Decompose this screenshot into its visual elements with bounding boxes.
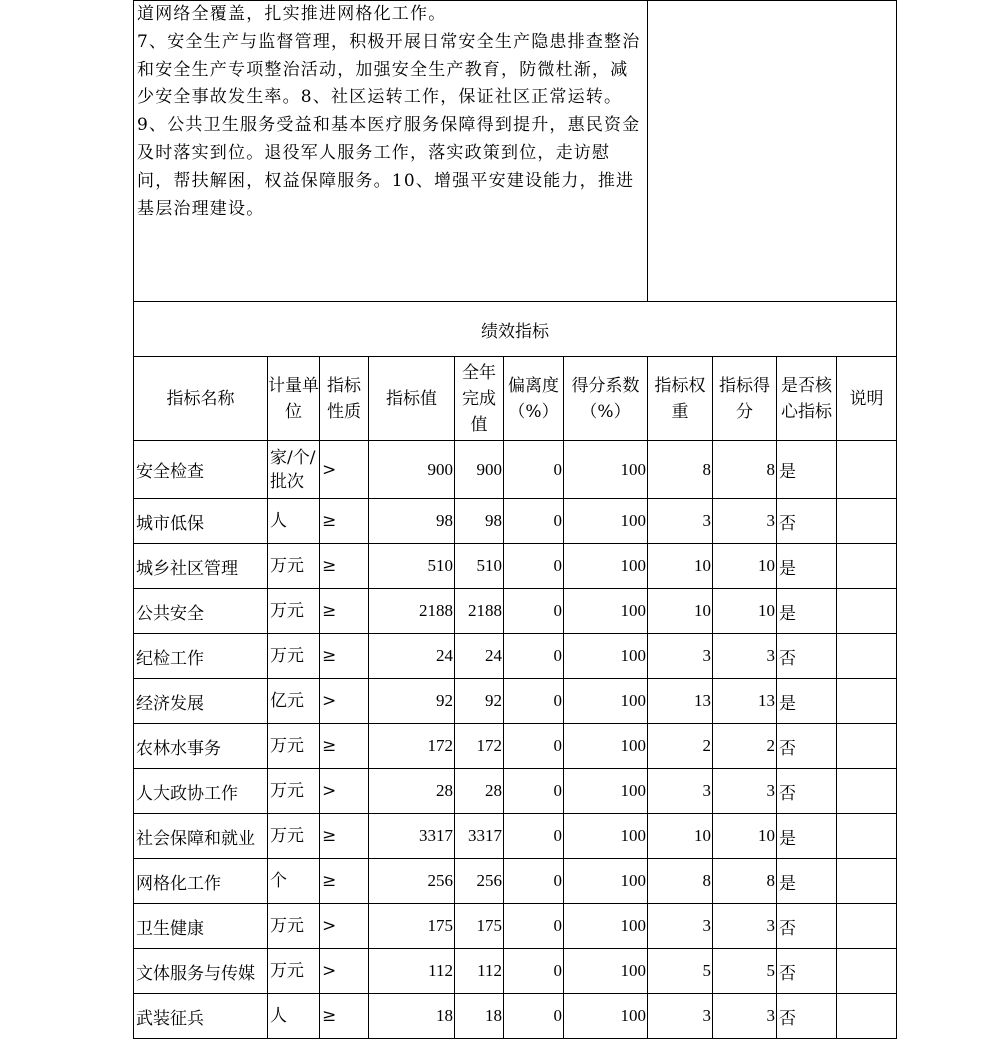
cell-note [837, 859, 897, 904]
cell-note [837, 499, 897, 544]
cell-weight: 13 [648, 679, 713, 724]
cell-deviation: 0 [504, 441, 564, 499]
header-row [134, 357, 897, 441]
cell-score: 10 [713, 814, 777, 859]
section-title: 绩效指标 [134, 302, 897, 357]
cell-core: 否 [777, 904, 837, 949]
cell-score: 2 [713, 724, 777, 769]
cell-name: 经济发展 [134, 679, 268, 724]
table-row [134, 859, 897, 904]
cell-target: 256 [369, 859, 455, 904]
cell-unit: 人 [268, 499, 320, 544]
cell-weight: 3 [648, 994, 713, 1039]
cell-name: 安全检查 [134, 441, 268, 499]
cell-weight: 10 [648, 589, 713, 634]
cell-note [837, 724, 897, 769]
cell-deviation: 0 [504, 724, 564, 769]
performance-table [133, 0, 897, 1039]
cell-unit: 个 [268, 859, 320, 904]
cell-coef: 100 [564, 499, 648, 544]
cell-nature: > [320, 441, 369, 499]
cell-coef: 100 [564, 814, 648, 859]
header-nature: 指标性质 [320, 357, 369, 441]
cell-actual: 2188 [455, 589, 504, 634]
cell-target: 172 [369, 724, 455, 769]
cell-weight: 3 [648, 769, 713, 814]
cell-actual: 510 [455, 544, 504, 589]
table-row [134, 904, 897, 949]
cell-weight: 8 [648, 441, 713, 499]
table-row [134, 441, 897, 499]
cell-name: 社会保障和就业 [134, 814, 268, 859]
cell-coef: 100 [564, 441, 648, 499]
cell-coef: 100 [564, 949, 648, 994]
cell-unit: 亿元 [268, 679, 320, 724]
cell-name: 网格化工作 [134, 859, 268, 904]
cell-coef: 100 [564, 859, 648, 904]
intro-text: 道网络全覆盖，扎实推进网格化工作。 7、安全生产与监督管理，积极开展日常安全生产隐患排查整治和安全生产专项整治活动，加强安全生产教育，防微杜渐，减少安全事故发生率。8、社区运转工作，保证社区正常运转。9、公共卫生服务受益和基本医疗服务保障得到提升，惠民资金及时落实到位。退役军人服务工作，落实政策到位，走访慰问，帮扶解困，权益保障服务。10、增强平安建设能力，推进基层治理建设。 [134, 1, 648, 302]
cell-unit: 万元 [268, 769, 320, 814]
cell-coef: 100 [564, 994, 648, 1039]
cell-actual: 98 [455, 499, 504, 544]
cell-target: 510 [369, 544, 455, 589]
header-coef: 得分系数（%） [564, 357, 648, 441]
cell-actual: 256 [455, 859, 504, 904]
cell-weight: 8 [648, 859, 713, 904]
header-target: 指标值 [369, 357, 455, 441]
cell-deviation: 0 [504, 949, 564, 994]
cell-nature: > [320, 904, 369, 949]
table-row [134, 769, 897, 814]
cell-note [837, 949, 897, 994]
cell-coef: 100 [564, 589, 648, 634]
cell-unit: 万元 [268, 634, 320, 679]
cell-core: 是 [777, 814, 837, 859]
cell-deviation: 0 [504, 994, 564, 1039]
cell-nature: ≥ [320, 724, 369, 769]
cell-unit: 万元 [268, 589, 320, 634]
cell-coef: 100 [564, 724, 648, 769]
cell-nature: ≥ [320, 814, 369, 859]
cell-score: 10 [713, 544, 777, 589]
cell-name: 文体服务与传媒 [134, 949, 268, 994]
cell-coef: 100 [564, 769, 648, 814]
cell-weight: 3 [648, 499, 713, 544]
header-core: 是否核心指标 [777, 357, 837, 441]
cell-nature: > [320, 949, 369, 994]
cell-weight: 5 [648, 949, 713, 994]
cell-score: 3 [713, 634, 777, 679]
cell-nature: > [320, 769, 369, 814]
table-row [134, 949, 897, 994]
table-row [134, 499, 897, 544]
cell-score: 10 [713, 589, 777, 634]
header-actual: 全年完成值 [455, 357, 504, 441]
header-score: 指标得分 [713, 357, 777, 441]
cell-nature: ≥ [320, 499, 369, 544]
cell-actual: 900 [455, 441, 504, 499]
cell-note [837, 544, 897, 589]
cell-name: 武装征兵 [134, 994, 268, 1039]
table-row [134, 589, 897, 634]
cell-core: 是 [777, 589, 837, 634]
cell-name: 纪检工作 [134, 634, 268, 679]
cell-score: 13 [713, 679, 777, 724]
cell-coef: 100 [564, 679, 648, 724]
cell-core: 是 [777, 544, 837, 589]
cell-actual: 24 [455, 634, 504, 679]
cell-target: 24 [369, 634, 455, 679]
cell-core: 是 [777, 859, 837, 904]
cell-note [837, 904, 897, 949]
cell-name: 人大政协工作 [134, 769, 268, 814]
cell-target: 18 [369, 994, 455, 1039]
header-deviation: 偏离度（%） [504, 357, 564, 441]
intro-blank-cell [648, 1, 897, 302]
cell-actual: 112 [455, 949, 504, 994]
cell-deviation: 0 [504, 499, 564, 544]
cell-note [837, 814, 897, 859]
table-row [134, 679, 897, 724]
cell-core: 否 [777, 499, 837, 544]
cell-target: 175 [369, 904, 455, 949]
cell-name: 公共安全 [134, 589, 268, 634]
cell-score: 3 [713, 904, 777, 949]
cell-score: 8 [713, 441, 777, 499]
cell-deviation: 0 [504, 859, 564, 904]
cell-deviation: 0 [504, 769, 564, 814]
cell-deviation: 0 [504, 904, 564, 949]
cell-weight: 3 [648, 904, 713, 949]
cell-nature: ≥ [320, 544, 369, 589]
cell-name: 城乡社区管理 [134, 544, 268, 589]
cell-weight: 10 [648, 544, 713, 589]
cell-note [837, 679, 897, 724]
cell-target: 92 [369, 679, 455, 724]
cell-target: 3317 [369, 814, 455, 859]
cell-note [837, 589, 897, 634]
cell-core: 否 [777, 949, 837, 994]
cell-nature: ≥ [320, 994, 369, 1039]
cell-nature: ≥ [320, 634, 369, 679]
cell-name: 农林水事务 [134, 724, 268, 769]
cell-unit: 家/个/批次 [268, 441, 320, 499]
cell-name: 城市低保 [134, 499, 268, 544]
cell-core: 否 [777, 994, 837, 1039]
cell-coef: 100 [564, 904, 648, 949]
cell-unit: 万元 [268, 724, 320, 769]
cell-deviation: 0 [504, 589, 564, 634]
cell-deviation: 0 [504, 544, 564, 589]
cell-coef: 100 [564, 544, 648, 589]
table-row [134, 994, 897, 1039]
header-note: 说明 [837, 357, 897, 441]
cell-actual: 172 [455, 724, 504, 769]
cell-weight: 2 [648, 724, 713, 769]
cell-deviation: 0 [504, 679, 564, 724]
table-row [134, 814, 897, 859]
header-name: 指标名称 [134, 357, 268, 441]
cell-core: 否 [777, 769, 837, 814]
cell-unit: 人 [268, 994, 320, 1039]
cell-nature: ≥ [320, 589, 369, 634]
cell-note [837, 769, 897, 814]
cell-name: 卫生健康 [134, 904, 268, 949]
cell-unit: 万元 [268, 949, 320, 994]
cell-unit: 万元 [268, 904, 320, 949]
cell-actual: 92 [455, 679, 504, 724]
cell-coef: 100 [564, 634, 648, 679]
cell-core: 是 [777, 679, 837, 724]
cell-core: 否 [777, 724, 837, 769]
table-row [134, 724, 897, 769]
header-unit: 计量单位 [268, 357, 320, 441]
cell-unit: 万元 [268, 814, 320, 859]
cell-target: 98 [369, 499, 455, 544]
cell-note [837, 994, 897, 1039]
cell-actual: 175 [455, 904, 504, 949]
cell-actual: 3317 [455, 814, 504, 859]
cell-score: 3 [713, 994, 777, 1039]
cell-note [837, 634, 897, 679]
cell-deviation: 0 [504, 634, 564, 679]
cell-actual: 28 [455, 769, 504, 814]
cell-weight: 10 [648, 814, 713, 859]
table-row [134, 544, 897, 589]
cell-score: 3 [713, 769, 777, 814]
cell-score: 8 [713, 859, 777, 904]
cell-target: 900 [369, 441, 455, 499]
cell-target: 2188 [369, 589, 455, 634]
cell-core: 是 [777, 441, 837, 499]
cell-nature: > [320, 679, 369, 724]
cell-note [837, 441, 897, 499]
cell-target: 28 [369, 769, 455, 814]
cell-nature: ≥ [320, 859, 369, 904]
cell-core: 否 [777, 634, 837, 679]
header-weight: 指标权重 [648, 357, 713, 441]
cell-unit: 万元 [268, 544, 320, 589]
table-row [134, 634, 897, 679]
cell-actual: 18 [455, 994, 504, 1039]
cell-score: 5 [713, 949, 777, 994]
cell-target: 112 [369, 949, 455, 994]
cell-deviation: 0 [504, 814, 564, 859]
cell-score: 3 [713, 499, 777, 544]
cell-weight: 3 [648, 634, 713, 679]
